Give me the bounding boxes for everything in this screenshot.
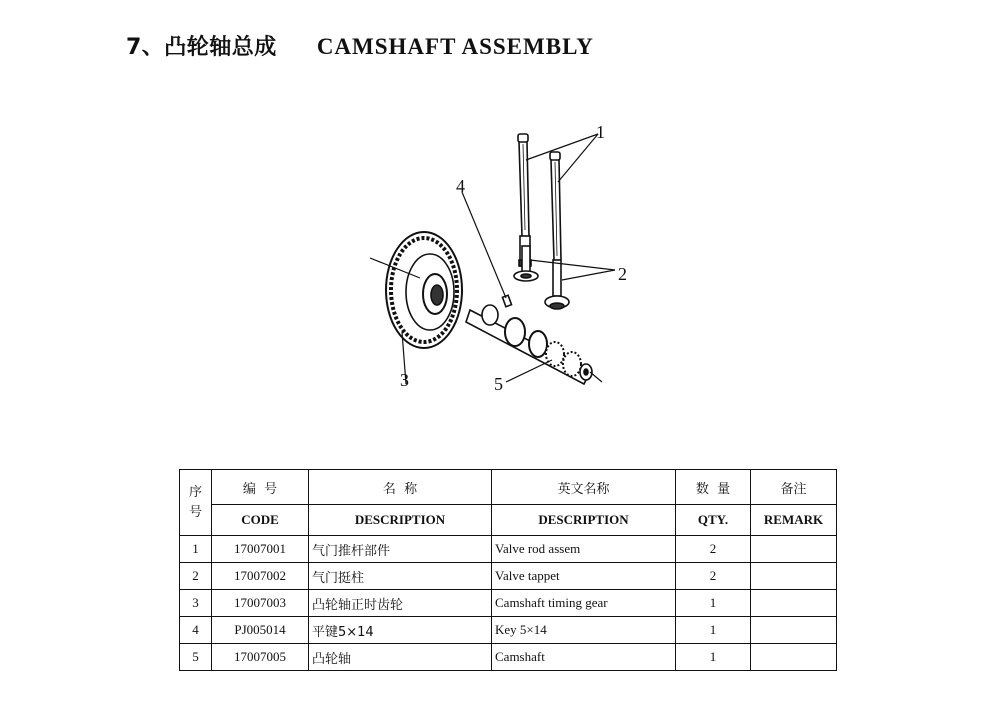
row-qty: 2	[676, 536, 751, 563]
header-remark-zh: 备注	[751, 470, 837, 505]
row-no: 3	[180, 590, 212, 617]
header-qty: QTY.	[676, 505, 751, 536]
camshaft-assembly-diagram	[340, 110, 660, 410]
row-remark	[751, 644, 837, 671]
header-description-en: DESCRIPTION	[492, 505, 676, 536]
table-row	[180, 536, 837, 563]
row-desc-en: Camshaft timing gear	[492, 590, 676, 617]
table-row	[180, 590, 837, 617]
row-qty: 1	[676, 617, 751, 644]
row-code: 17007001	[212, 536, 309, 563]
parts-table	[179, 469, 837, 671]
row-code: 17007002	[212, 563, 309, 590]
valve-tappet-right	[545, 260, 569, 309]
row-qty: 1	[676, 590, 751, 617]
row-code: 17007003	[212, 590, 309, 617]
row-remark	[751, 536, 837, 563]
header-name-zh: 名 称	[309, 470, 492, 505]
camshaft	[466, 305, 592, 384]
header-desc-zh: 英文名称	[492, 470, 676, 505]
row-remark	[751, 590, 837, 617]
row-desc-en: Camshaft	[492, 644, 676, 671]
header-code: CODE	[212, 505, 309, 536]
row-desc-en: Valve tappet	[492, 563, 676, 590]
header-code-zh: 编 号	[212, 470, 309, 505]
table-row	[180, 563, 837, 590]
exploded-view-drawing	[340, 110, 660, 410]
table-row	[180, 617, 837, 644]
header-seq: 序号	[180, 470, 212, 536]
table-header-row-en	[180, 505, 837, 536]
row-qty: 1	[676, 644, 751, 671]
key	[502, 295, 511, 306]
row-name-zh: 气门挺柱	[309, 563, 492, 590]
row-no: 2	[180, 563, 212, 590]
row-no: 1	[180, 536, 212, 563]
valve-rod-right	[550, 152, 561, 260]
page-title	[126, 30, 594, 61]
row-name-zh: 气门推杆部件	[309, 536, 492, 563]
header-remark: REMARK	[751, 505, 837, 536]
header-description: DESCRIPTION	[309, 505, 492, 536]
callout-4: 4	[456, 176, 465, 196]
callout-3: 3	[400, 370, 409, 390]
callout-2: 2	[618, 264, 627, 284]
row-desc-en: Valve rod assem	[492, 536, 676, 563]
row-name-zh: 凸轮轴正时齿轮	[309, 590, 492, 617]
row-name-zh: 平键5×14	[309, 617, 492, 644]
row-no: 4	[180, 617, 212, 644]
valve-tappet-left	[514, 246, 538, 281]
callout-1: 1	[596, 122, 605, 142]
table-row	[180, 644, 837, 671]
callout-5: 5	[494, 374, 503, 394]
title-english: CAMSHAFT ASSEMBLY	[316, 34, 594, 59]
row-desc-en: Key 5×14	[492, 617, 676, 644]
row-name-zh: 凸轮轴	[309, 644, 492, 671]
table-header-row-zh	[180, 470, 837, 505]
title-chinese: 7、凸轮轴总成	[126, 35, 277, 60]
row-no: 5	[180, 644, 212, 671]
row-remark	[751, 617, 837, 644]
header-qty-zh: 数 量	[676, 470, 751, 505]
row-code: PJ005014	[212, 617, 309, 644]
row-code: 17007005	[212, 644, 309, 671]
camshaft-timing-gear	[386, 232, 462, 348]
row-qty: 2	[676, 563, 751, 590]
row-remark	[751, 563, 837, 590]
